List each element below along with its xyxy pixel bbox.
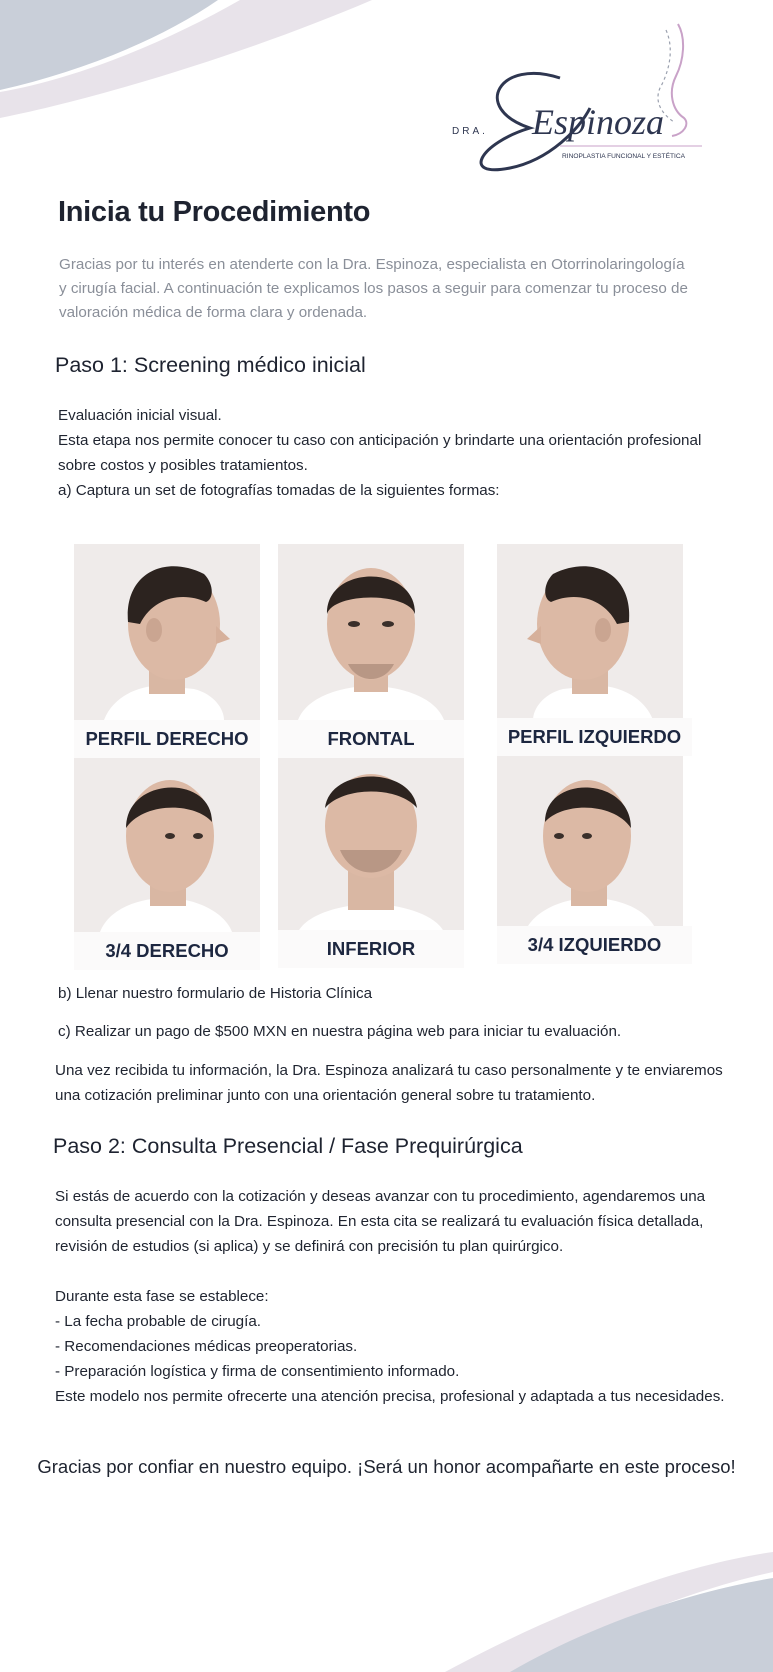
followup-line: una cotización preliminar junto con una orientación general sobre tu tratamiento.: [55, 1087, 596, 1104]
intro-line: Gracias por tu interés en atenderte con la Dra. Espinoza, especialista en Otorrinolaringología: [59, 256, 685, 273]
step2-list-item: - Preparación logística y firma de consentimiento informado.: [55, 1363, 460, 1380]
logo-prefix: DRA.: [452, 126, 488, 137]
brand-logo: [440, 18, 710, 178]
step1-line: Evaluación inicial visual.: [58, 407, 222, 424]
photo-perfil-derecho: [74, 544, 260, 720]
step2-list: [55, 1284, 725, 1409]
page-title: Inicia tu Procedimiento: [58, 196, 371, 228]
logo-name: Espinoza: [532, 102, 665, 142]
photo-grid: [74, 544, 692, 961]
logo-tagline: RINOPLASTIA FUNCIONAL Y ESTÉTICA: [562, 153, 685, 160]
step2-list-item: - La fecha probable de cirugía.: [55, 1313, 262, 1330]
intro-paragraph: [59, 253, 709, 325]
photo-3-4-derecho: [74, 756, 260, 932]
caption-3-4-derecho: 3/4 DERECHO: [74, 932, 260, 970]
step1-line: Esta etapa nos permite conocer tu caso con anticipación y brindarte una orientación profesional: [58, 432, 702, 449]
step2-line: consulta presencial con la Dra. Espinoza. En esta cita se realizará tu evaluación física detallada,: [55, 1213, 704, 1230]
step2-list-intro: Durante esta fase se establece:: [55, 1288, 269, 1305]
caption-perfil-izquierdo: PERFIL IZQUIERDO: [497, 718, 692, 756]
step1-description: [58, 403, 701, 503]
photo-3-4-izquierdo: [497, 756, 683, 932]
photo-perfil-izquierdo: [497, 544, 683, 720]
step2-line: Si estás de acuerdo con la cotización y deseas avanzar con tu procedimiento, agendaremos una: [55, 1188, 706, 1205]
step1-title: Paso 1: Screening médico inicial: [55, 353, 366, 377]
caption-frontal: FRONTAL: [278, 720, 464, 758]
step2-closing-line: Este modelo nos permite ofrecerte una atención precisa, profesional y adaptada a tus necesidades.: [55, 1388, 725, 1405]
step1-followup: [55, 1058, 723, 1108]
followup-line: Una vez recibida tu información, la Dra. Espinoza analizará tu caso personalmente y te enviaremos: [55, 1062, 723, 1079]
photo-inferior: [278, 756, 464, 932]
caption-perfil-derecho: PERFIL DERECHO: [74, 720, 260, 758]
step1-line: sobre costos y posibles tratamientos.: [58, 457, 308, 474]
step1-line: a) Captura un set de fotografías tomadas de la siguientes formas:: [58, 482, 500, 499]
step2-list-item: - Recomendaciones médicas preoperatorias.: [55, 1338, 358, 1355]
intro-line: y cirugía facial. A continuación te explicamos los pasos a seguir para comenzar tu proceso de: [59, 280, 688, 297]
step2-title: Paso 2: Consulta Presencial / Fase Prequirúrgica: [53, 1134, 523, 1158]
caption-3-4-izquierdo: 3/4 IZQUIERDO: [497, 926, 692, 964]
step2-line: revisión de estudios (si aplica) y se definirá con precisión tu plan quirúrgico.: [55, 1238, 564, 1255]
intro-line: valoración médica de forma clara y ordenada.: [59, 304, 368, 321]
step1-item-c: c) Realizar un pago de $500 MXN en nuestra página web para iniciar tu evaluación.: [58, 1023, 622, 1040]
caption-inferior: INFERIOR: [278, 930, 464, 968]
step2-description: [55, 1184, 705, 1259]
closing-message: Gracias por confiar en nuestro equipo. ¡Será un honor acompañarte en este proceso!: [37, 1456, 736, 1477]
step1-item-b: b) Llenar nuestro formulario de Historia Clínica: [58, 985, 373, 1002]
photo-frontal: [278, 544, 464, 720]
